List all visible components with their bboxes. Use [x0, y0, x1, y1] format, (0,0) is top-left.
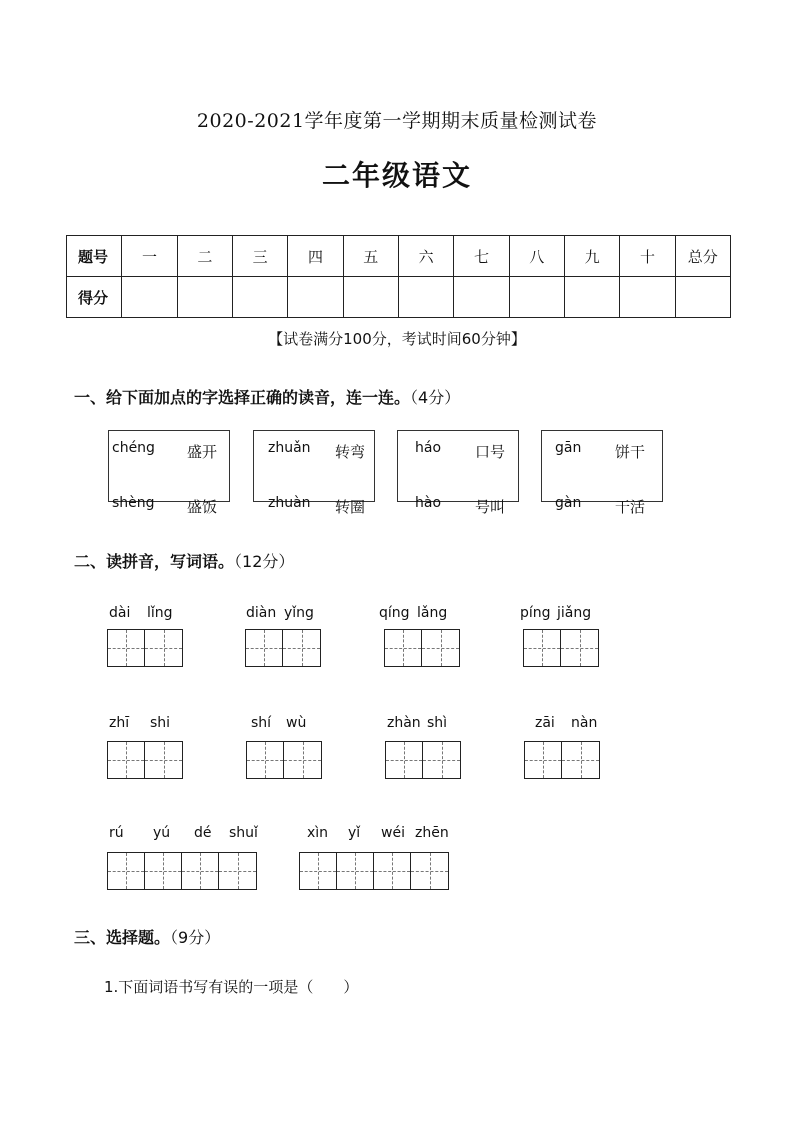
pinyin: diàn [246, 605, 277, 621]
pinyin: shí [251, 715, 272, 731]
writing-grid-long[interactable] [299, 852, 449, 890]
score-cell [620, 277, 675, 318]
match-pinyin: gàn [555, 495, 582, 511]
col-header: 九 [564, 236, 619, 277]
section2-title: 二、读拼音，写词语。 [74, 552, 235, 571]
grid-cell[interactable] [145, 742, 182, 778]
score-label: 得分 [67, 277, 122, 318]
pinyin: dài [109, 605, 131, 621]
match-pinyin: háo [415, 440, 442, 456]
pinyin: shì [427, 715, 448, 731]
col-header: 一 [122, 236, 177, 277]
writing-grid[interactable] [107, 629, 183, 667]
writing-grid[interactable] [524, 741, 600, 779]
section1-points: （4分） [410, 388, 461, 407]
match-pinyin: chéng [112, 440, 155, 456]
section3-heading [74, 925, 220, 948]
pinyin: shi [150, 715, 171, 731]
writing-grid[interactable] [385, 741, 461, 779]
question-number-label: 题号 [67, 236, 122, 277]
grid-cell[interactable] [108, 742, 145, 778]
grid-cell[interactable] [374, 853, 411, 889]
col-header: 四 [288, 236, 343, 277]
col-header: 十 [620, 236, 675, 277]
match-pinyin: zhuǎn [268, 440, 311, 456]
section2-heading [74, 549, 294, 572]
pinyin: píng [520, 605, 551, 621]
score-cell [564, 277, 619, 318]
pinyin: yǐ [348, 825, 361, 841]
score-cell [398, 277, 453, 318]
col-header: 二 [177, 236, 232, 277]
match-word: 转圈 [335, 498, 366, 516]
grid-cell[interactable] [283, 630, 320, 666]
grid-cell[interactable] [145, 630, 182, 666]
match-word: 转弯 [335, 443, 366, 461]
match-word: 号叫 [475, 498, 506, 516]
match-word: 干活 [615, 498, 646, 516]
col-header: 六 [398, 236, 453, 277]
col-header: 三 [232, 236, 287, 277]
writing-grid[interactable] [245, 629, 321, 667]
grid-cell[interactable] [246, 630, 283, 666]
writing-grid-long[interactable] [107, 852, 257, 890]
pinyin: rú [109, 825, 124, 841]
match-pinyin: zhuàn [268, 495, 311, 511]
grid-cell[interactable] [422, 630, 459, 666]
writing-grid[interactable] [384, 629, 460, 667]
score-cell [454, 277, 509, 318]
pinyin: lǎng [417, 605, 448, 621]
pinyin: yǐng [284, 605, 314, 621]
subject-title: 二年级语文 [321, 159, 472, 192]
writing-grid[interactable] [107, 741, 183, 779]
grid-cell[interactable] [182, 853, 219, 889]
pinyin: shuǐ [229, 825, 258, 841]
pinyin: wù [286, 715, 307, 731]
score-cell [509, 277, 564, 318]
pinyin: zhī [109, 715, 130, 731]
section1-heading [74, 385, 460, 408]
grid-cell[interactable] [411, 853, 448, 889]
score-cell [343, 277, 398, 318]
section1-title: 一、给下面加点的字选择正确的读音，连一连。 [74, 388, 411, 407]
grid-cell[interactable] [385, 630, 422, 666]
match-word: 饼干 [615, 443, 646, 461]
grid-cell[interactable] [219, 853, 256, 889]
score-cell [177, 277, 232, 318]
grid-cell[interactable] [284, 742, 321, 778]
match-word: 盛饭 [187, 498, 218, 516]
section2-points: （12分） [234, 552, 295, 571]
pinyin: lǐng [147, 605, 173, 621]
section3-points: （9分） [170, 928, 221, 947]
pinyin: zhēn [415, 825, 449, 841]
pinyin: dé [194, 825, 212, 841]
score-cell [232, 277, 287, 318]
match-pinyin: gān [555, 440, 582, 456]
match-pinyin: hào [415, 495, 442, 511]
col-header: 七 [454, 236, 509, 277]
match-pinyin: shèng [112, 495, 155, 511]
match-word: 盛开 [187, 443, 218, 461]
score-table-score-row [67, 277, 731, 318]
grid-cell[interactable] [561, 630, 598, 666]
grid-cell[interactable] [562, 742, 599, 778]
pinyin: nàn [571, 715, 598, 731]
pinyin: xìn [307, 825, 329, 841]
writing-grid[interactable] [523, 629, 599, 667]
total-header: 总分 [675, 236, 730, 277]
pinyin: qíng [379, 605, 410, 621]
score-cell [288, 277, 343, 318]
grid-cell[interactable] [300, 853, 337, 889]
pinyin: wéi [381, 825, 405, 841]
pinyin: zhàn [387, 715, 421, 731]
score-table [66, 235, 731, 318]
grid-cell[interactable] [247, 742, 284, 778]
exam-note: 【试卷满分100分，考试时间60分钟】 [268, 330, 526, 348]
grid-cell[interactable] [525, 742, 562, 778]
writing-grid[interactable] [246, 741, 322, 779]
col-header: 八 [509, 236, 564, 277]
pinyin: yú [153, 825, 171, 841]
match-word: 口号 [475, 443, 506, 461]
grid-cell[interactable] [108, 853, 145, 889]
grid-cell[interactable] [108, 630, 145, 666]
score-table-header-row [67, 236, 731, 277]
grid-cell[interactable] [145, 853, 182, 889]
pinyin: jiǎng [557, 605, 592, 621]
pinyin: zāi [535, 715, 555, 731]
grid-cell[interactable] [524, 630, 561, 666]
col-header: 五 [343, 236, 398, 277]
grid-cell[interactable] [386, 742, 423, 778]
exam-title: 2020-2021学年度第一学期期末质量检测试卷 [196, 110, 598, 132]
score-cell [122, 277, 177, 318]
grid-cell[interactable] [337, 853, 374, 889]
score-cell [675, 277, 730, 318]
grid-cell[interactable] [423, 742, 460, 778]
question-1: 1.下面词语书写有误的一项是（ ） [104, 978, 359, 996]
section3-title: 三、选择题。 [74, 928, 171, 947]
